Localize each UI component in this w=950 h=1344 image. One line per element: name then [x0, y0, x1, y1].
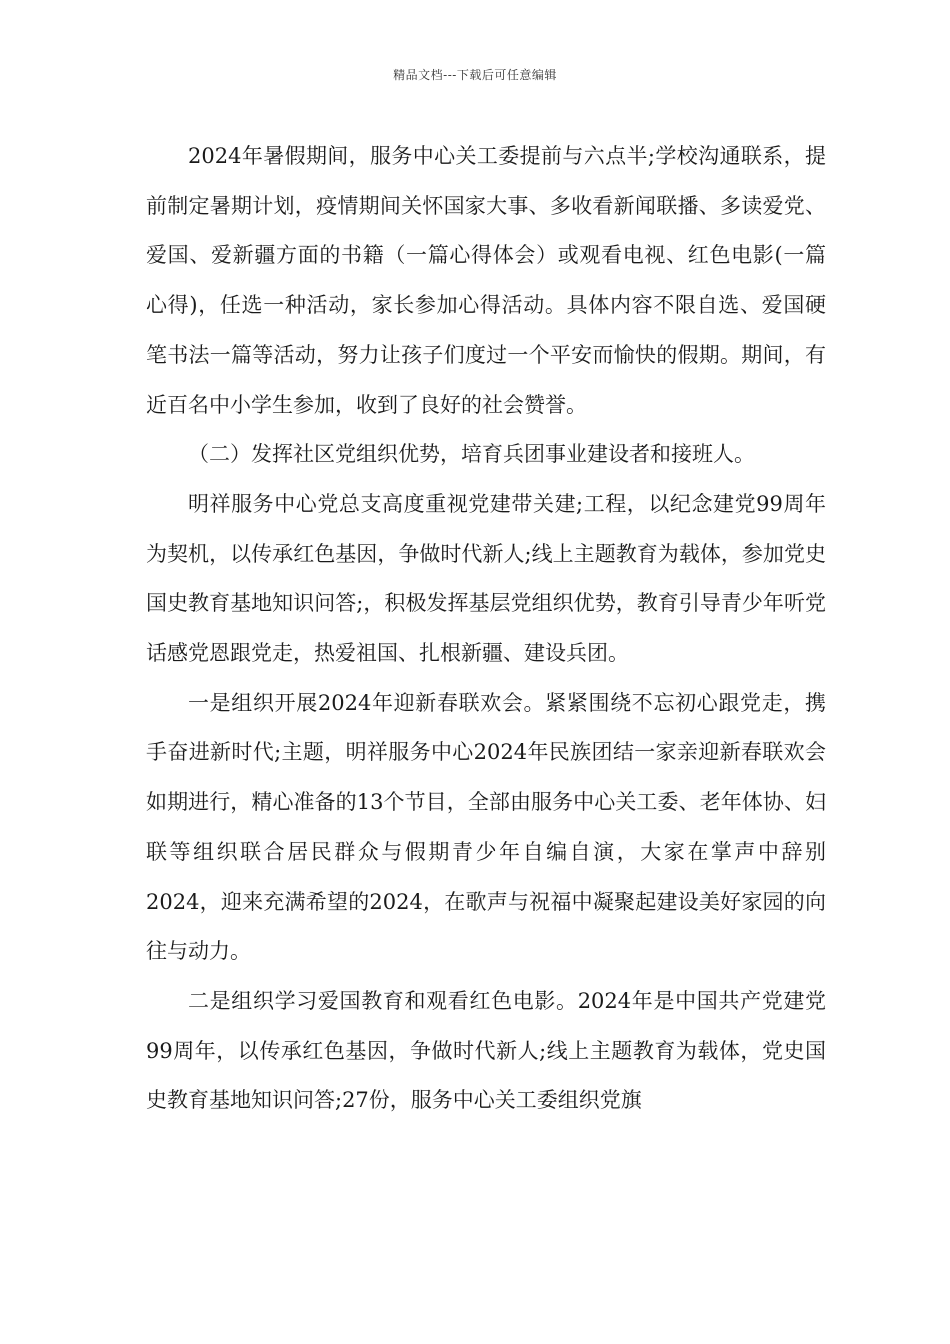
paragraph-patriotic-education: 二是组织学习爱国教育和观看红色电影。2024年是中国共产党建党99周年，以传承红色基因，争做时代新人;线上主题教育为载体，党史国史教育基地知识问答;27份，服务中心关工委组织党旗	[146, 988, 826, 1113]
paragraph-summer-activities: 2024年暑假期间，服务中心关工委提前与六点半;学校沟通联系，提前制定暑期计划，疫情期间关怀国家大事、多收看新闻联播、多读爱党、爱国、爱新疆方面的书籍（一篇心得体会）或观看电视、红色电影(一篇心得)，任选一种活动，家长参加心得活动。具体内容不限自选、爱国硬笔书法一篇等活动，努力让孩子们度过一个平安而愉快的假期。期间，有近百名中小学生参加，收到了良好的社会赞誉。	[146, 144, 826, 417]
section-heading-2: （二）发挥社区党组织优势，培育兵团事业建设者和接班人。	[188, 442, 755, 467]
paragraph-new-year-gala: 一是组织开展2024年迎新春联欢会。紧紧围绕不忘初心跟党走，携手奋进新时代;主题，明祥服务中心2024年民族团结一家亲迎新春联欢会如期进行，精心准备的13个节目，全部由服务中心关工委、老年体协、妇联等组织联合居民群众与假期青少年自编自演，大家在掌声中辞别2024，迎来充满希望的2024，在歌声与祝福中凝聚起建设美好家园的向往与动力。	[146, 690, 826, 964]
paragraph-party-branch: 明祥服务中心党总支高度重视党建带关建;工程，以纪念建党99周年为契机，以传承红色基因，争做时代新人;线上主题教育为载体，参加党史国史教育基地知识问答;，积极发挥基层党组织优势，教育引导青少年听党话感党恩跟党走，热爱祖国、扎根新疆、建设兵团。	[146, 491, 826, 666]
page-header: 精品文档---下载后可任意编辑	[393, 68, 557, 82]
document-body	[146, 132, 826, 1126]
